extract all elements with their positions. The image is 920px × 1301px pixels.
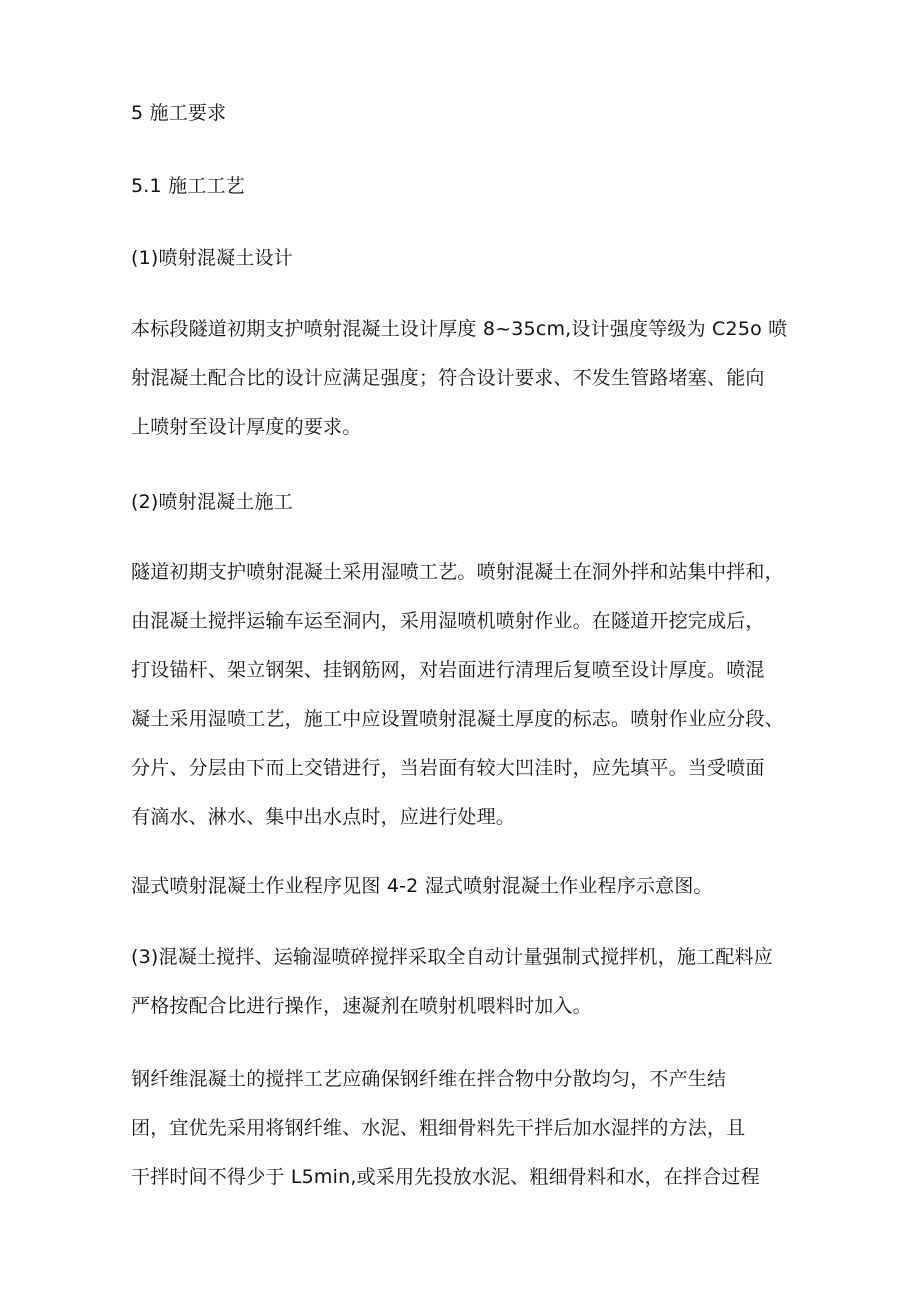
steel-fiber-line: 钢纤维混凝土的搅拌工艺应确保钢纤维在拌合物中分散均匀，不产生结 [131, 1068, 727, 1090]
item-2-line: 隧道初期支护喷射混凝土采用湿喷工艺。喷射混凝土在洞外拌和站集中拌和， [131, 561, 784, 583]
item-2-heading: (2)喷射混凝土施工 [131, 491, 293, 513]
section-heading: 5 施工要求 [131, 102, 227, 124]
item-1-line: 上喷射至设计厚度的要求。 [131, 416, 362, 438]
item-1-heading: (1)喷射混凝土设计 [131, 247, 293, 269]
item-2-line: 分片、分层由下而上交错进行，当岩面有较大凹洼时，应先填平。当受喷面 [131, 757, 765, 779]
figure-reference: 湿式喷射混凝土作业程序见图 4-2 湿式喷射混凝土作业程序示意图。 [131, 875, 713, 897]
item-2-line: 由混凝土搅拌运输车运至洞内，采用湿喷机喷射作业。在隧道开挖完成后， [131, 610, 765, 632]
item-1-line: 本标段隧道初期支护喷射混凝土设计厚度 8~35cm,设计强度等级为 C25o 喷 [131, 318, 788, 340]
item-1-line: 射混凝土配合比的设计应满足强度；符合设计要求、不发生管路堵塞、能向 [131, 367, 765, 389]
item-3-line: (3)混凝土搅拌、运输湿喷碎搅拌采取全自动计量强制式搅拌机，施工配料应 [131, 946, 773, 968]
steel-fiber-line: 团，宜优先采用将钢纤维、水泥、粗细骨料先干拌后加水湿拌的方法，且 [131, 1117, 746, 1139]
item-3-line: 严格按配合比进行操作，速凝剂在喷射机喂料时加入。 [131, 995, 592, 1017]
subsection-heading: 5.1 施工工艺 [131, 175, 245, 197]
item-2-line: 打设锚杆、架立钢架、挂钢筋网，对岩面进行清理后复喷至设计厚度。喷混 [131, 659, 765, 681]
item-2-line: 有滴水、淋水、集中出水点时，应进行处理。 [131, 806, 516, 828]
steel-fiber-line: 干拌时间不得少于 L5min,或采用先投放水泥、粗细骨料和水，在拌合过程 [131, 1166, 760, 1188]
item-2-line: 凝土采用湿喷工艺，施工中应设置喷射混凝土厚度的标志。喷射作业应分段、 [131, 708, 784, 730]
